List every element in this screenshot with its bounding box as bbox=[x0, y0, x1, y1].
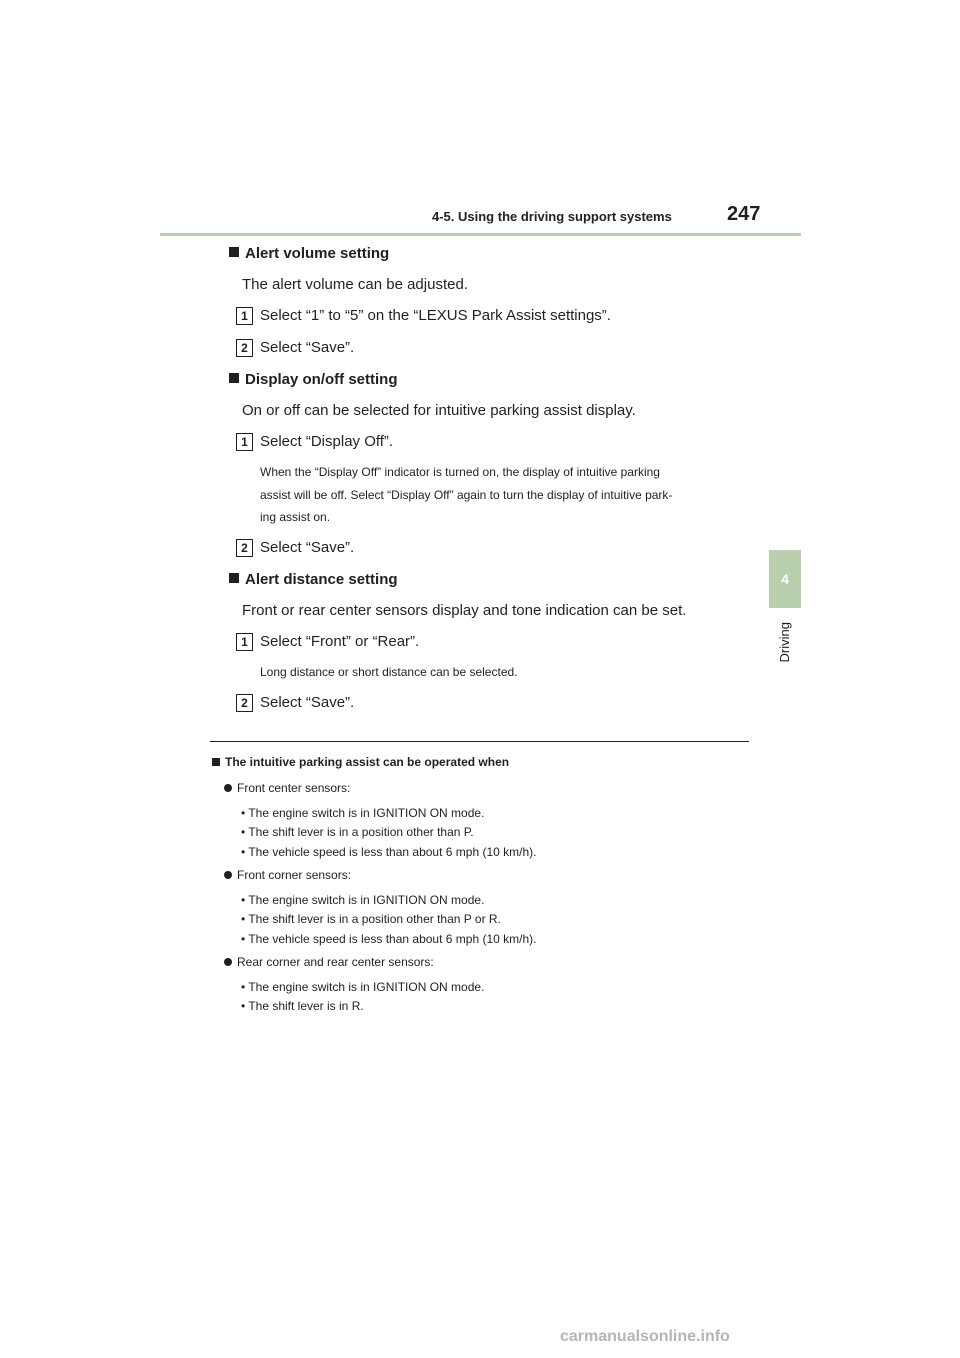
condition-group-label: Rear corner and rear center sensors: bbox=[224, 955, 434, 969]
section-intro: On or off can be selected for intuitive parking assist display. bbox=[242, 402, 636, 419]
section-intro: Front or rear center sensors display and tone indication can be set. bbox=[242, 602, 687, 619]
running-header: 4-5. Using the driving support systems bbox=[432, 209, 672, 224]
step-number: 2 bbox=[236, 539, 253, 557]
circle-bullet-icon bbox=[224, 784, 232, 792]
step-text: Select “Save”. bbox=[260, 694, 355, 711]
chapter-label: Driving bbox=[777, 622, 792, 663]
condition-item: • The vehicle speed is less than about 6 mph (10 km/h). bbox=[241, 845, 537, 859]
footer-watermark: carmanualsonline.info bbox=[560, 1328, 730, 1345]
section-intro: The alert volume can be adjusted. bbox=[242, 276, 468, 293]
circle-bullet-icon bbox=[224, 958, 232, 966]
page-number: 247 bbox=[727, 203, 761, 225]
step-number: 1 bbox=[236, 307, 253, 325]
section-heading: Display on/off setting bbox=[229, 371, 398, 388]
step-number: 1 bbox=[236, 433, 253, 451]
condition-item: • The shift lever is in R. bbox=[241, 999, 364, 1013]
step-text: Select “Display Off”. bbox=[260, 433, 394, 450]
circle-bullet-icon bbox=[224, 871, 232, 879]
section-divider bbox=[210, 741, 749, 742]
condition-item: • The engine switch is in IGNITION ON mode. bbox=[241, 806, 485, 820]
step-number: 2 bbox=[236, 339, 253, 357]
step-number: 2 bbox=[236, 694, 253, 712]
square-bullet-icon bbox=[229, 373, 239, 383]
condition-item: • The shift lever is in a position other than P or R. bbox=[241, 912, 501, 926]
step-text: Select “1” to “5” on the “LEXUS Park Assist settings”. bbox=[260, 307, 611, 324]
condition-item: • The vehicle speed is less than about 6 mph (10 km/h). bbox=[241, 932, 537, 946]
header-rule bbox=[160, 233, 801, 236]
chapter-tab: 4 bbox=[769, 550, 801, 608]
step-text: Select “Save”. bbox=[260, 339, 355, 356]
section-heading: Alert distance setting bbox=[229, 571, 398, 588]
step-text: Select “Save”. bbox=[260, 539, 355, 556]
condition-item: • The shift lever is in a position other than P. bbox=[241, 825, 474, 839]
step-text: Select “Front” or “Rear”. bbox=[260, 633, 420, 650]
condition-group-label: Front corner sensors: bbox=[224, 868, 351, 882]
condition-item: • The engine switch is in IGNITION ON mode. bbox=[241, 893, 485, 907]
info-heading: The intuitive parking assist can be operated when bbox=[212, 755, 509, 769]
condition-item: • The engine switch is in IGNITION ON mode. bbox=[241, 980, 485, 994]
step-number: 1 bbox=[236, 633, 253, 651]
section-heading: Alert volume setting bbox=[229, 245, 389, 262]
step-note: Long distance or short distance can be selected. bbox=[260, 665, 518, 679]
square-bullet-icon bbox=[229, 573, 239, 583]
step-note: When the “Display Off” indicator is turned on, the display of intuitive parking assist will be off. Select “Display Off” again to turn the display of intuitive park- ing assist on. bbox=[260, 465, 673, 524]
condition-group-label: Front center sensors: bbox=[224, 781, 350, 795]
square-bullet-icon bbox=[229, 247, 239, 257]
square-bullet-icon bbox=[212, 758, 220, 766]
